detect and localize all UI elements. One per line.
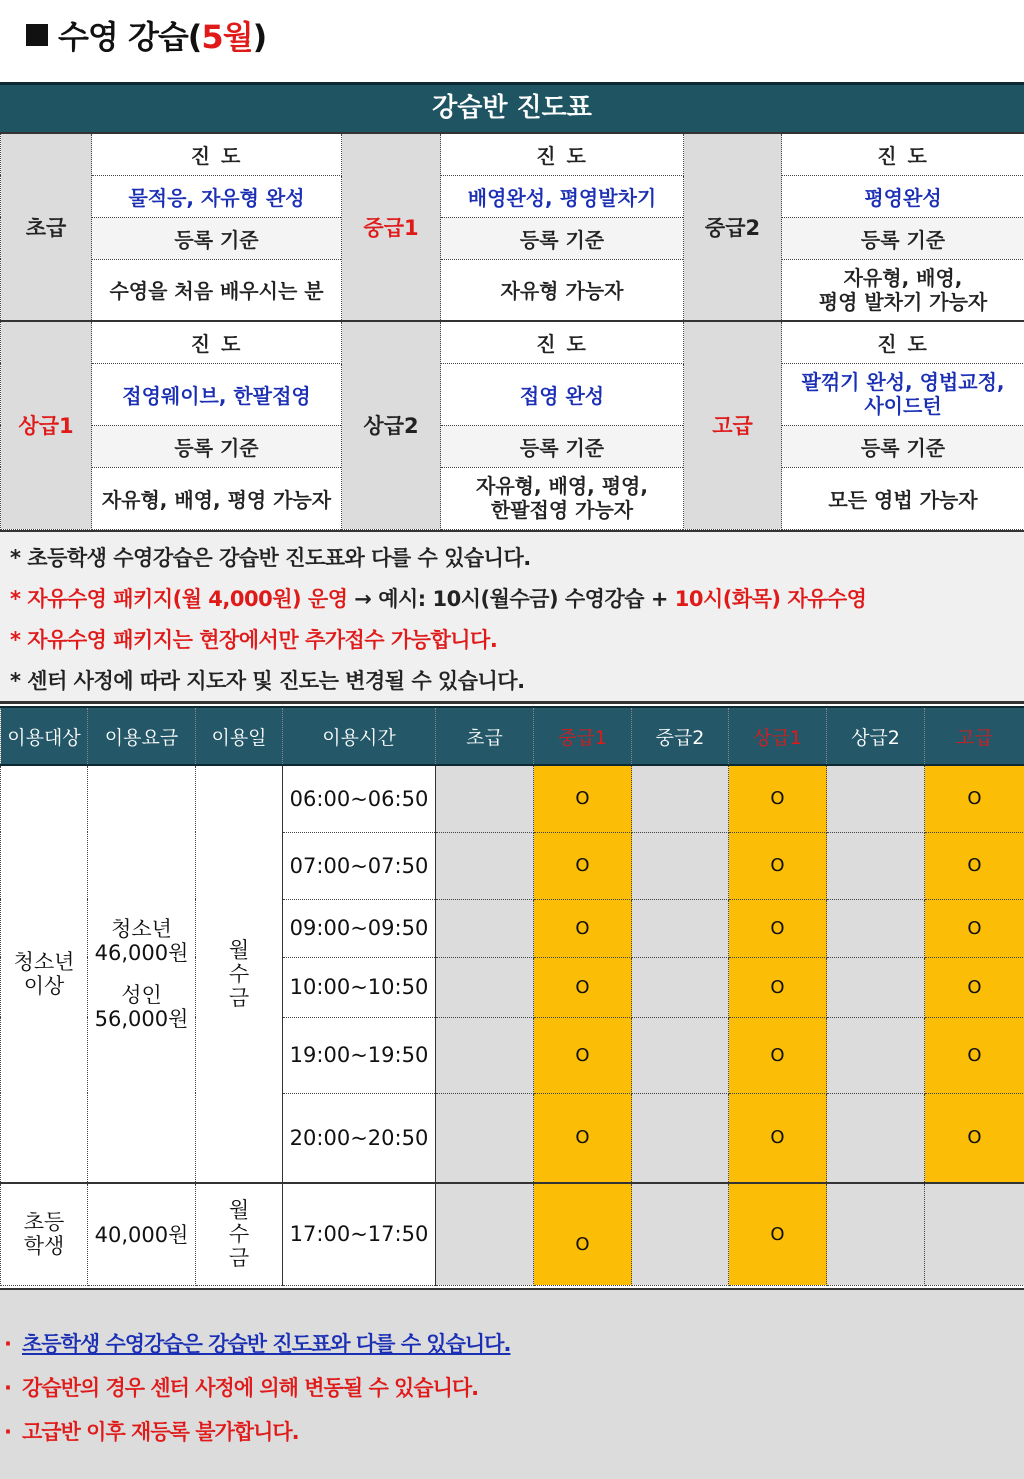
register-label: 등록 기준 — [92, 217, 342, 259]
progress-label: 진 도 — [441, 321, 684, 363]
criteria-value: 자유형, 배영, 평영 발차기 가능자 — [782, 259, 1024, 321]
cell-empty — [632, 1017, 729, 1093]
cell-empty — [827, 899, 925, 957]
cell-empty — [436, 899, 534, 957]
progress-banner: 강습반 진도표 — [0, 82, 1024, 132]
header-days: 이용일 — [196, 707, 283, 765]
level-intermediate1: 중급1 — [342, 133, 441, 321]
cell-empty — [632, 765, 729, 832]
title-prefix: 수영 강습( — [58, 18, 202, 56]
cell-empty — [632, 957, 729, 1017]
criteria-value: 자유형 가능자 — [441, 259, 684, 321]
bullet-dot-icon: · — [4, 1420, 11, 1444]
cell-available: O — [729, 832, 827, 899]
cell-available: O — [729, 765, 827, 832]
bullet-dot-icon: · — [4, 1376, 11, 1400]
title-month: 5월 — [201, 18, 253, 56]
cell-empty — [632, 899, 729, 957]
fee-adult-label: 성인 — [121, 983, 162, 1007]
title-suffix: ) — [252, 18, 267, 56]
register-label: 등록 기준 — [782, 425, 1024, 467]
progress-label: 진 도 — [92, 133, 342, 175]
time-slot: 17:00~17:50 — [283, 1183, 436, 1285]
header-advanced2: 상급2 — [827, 707, 925, 765]
register-label: 등록 기준 — [441, 425, 684, 467]
progress-value: 배영완성, 평영발차기 — [441, 175, 684, 217]
header-time: 이용시간 — [283, 707, 436, 765]
level-beginner: 초급 — [1, 133, 92, 321]
schedule-table — [0, 706, 1024, 1286]
note-line-reregister — [4, 1412, 1024, 1456]
cell-available: O — [925, 832, 1024, 899]
progress-table — [0, 132, 1024, 530]
progress-value: 접영 완성 — [441, 363, 684, 425]
progress-label: 진 도 — [92, 321, 342, 363]
target-kids: 초등 학생 — [1, 1183, 88, 1285]
cell-available: O — [925, 957, 1024, 1017]
level-expert: 고급 — [684, 321, 782, 529]
cell-empty — [436, 1093, 534, 1183]
bullet-dot-icon: · — [4, 1332, 11, 1356]
cell-available: O — [729, 899, 827, 957]
page-header — [0, 0, 1024, 82]
fee-youth-cell — [88, 765, 196, 1183]
cell-empty — [827, 765, 925, 832]
time-slot: 10:00~10:50 — [283, 957, 436, 1017]
cell-available: O — [534, 765, 632, 832]
progress-value: 물적응, 자유형 완성 — [92, 175, 342, 217]
cell-empty — [436, 765, 534, 832]
cell-empty — [632, 832, 729, 899]
fee-youth-label: 청소년 — [111, 917, 172, 941]
header-beginner: 초급 — [436, 707, 534, 765]
time-slot: 19:00~19:50 — [283, 1017, 436, 1093]
fee-adult: 56,000원 — [94, 1007, 189, 1031]
note-reregister: 고급반 이후 재등록 불가합니다. — [22, 1420, 299, 1444]
progress-label: 진 도 — [441, 133, 684, 175]
cell-available: O — [729, 1183, 827, 1285]
days-kids: 월 수 금 — [196, 1183, 283, 1285]
cell-empty — [925, 1183, 1024, 1285]
note-line-change — [4, 1368, 1024, 1412]
note-kids-link[interactable]: 초등학생 수영강습은 강습반 진도표와 다를 수 있습니다. — [22, 1332, 511, 1356]
fee-kids: 40,000원 — [88, 1183, 196, 1285]
note-package: * 자유수영 패키지(월 4,000원) 운영 — [10, 587, 348, 611]
progress-table-section — [0, 82, 1024, 530]
criteria-value: 수영을 처음 배우시는 분 — [92, 259, 342, 321]
header-advanced1: 상급1 — [729, 707, 827, 765]
time-slot: 06:00~06:50 — [283, 765, 436, 832]
note-line-kids — [4, 1324, 1024, 1368]
criteria-value: 자유형, 배영, 평영 가능자 — [92, 467, 342, 529]
cell-available: O — [534, 899, 632, 957]
cell-available: O — [534, 1017, 632, 1093]
cell-empty — [827, 1093, 925, 1183]
cell-empty — [827, 1183, 925, 1285]
note-example: → 예시: 10시(월수금) 수영강습 + — [347, 587, 675, 611]
note-line-package — [10, 579, 1024, 620]
cell-empty — [632, 1093, 729, 1183]
header-fee: 이용요금 — [88, 707, 196, 765]
target-youth: 청소년 이상 — [1, 765, 88, 1183]
schedule-table-section — [0, 706, 1024, 1286]
square-bullet-icon — [26, 24, 48, 46]
progress-label: 진 도 — [782, 321, 1024, 363]
level-intermediate2: 중급2 — [684, 133, 782, 321]
cell-available: O — [729, 1093, 827, 1183]
note-line: * 센터 사정에 따라 지도자 및 진도는 변경될 수 있습니다. — [10, 669, 525, 693]
criteria-value: 자유형, 배영, 평영, 한팔접영 가능자 — [441, 467, 684, 529]
fee-youth: 46,000원 — [94, 941, 189, 965]
cell-available: O — [925, 1017, 1024, 1093]
cell-available: O — [925, 765, 1024, 832]
cell-available: O — [534, 1093, 632, 1183]
note-line: * 자유수영 패키지는 현장에서만 추가접수 가능합니다. — [10, 628, 498, 652]
cell-empty — [827, 1017, 925, 1093]
cell-empty — [436, 1183, 534, 1285]
note-change: 강습반의 경우 센터 사정에 의해 변동될 수 있습니다. — [22, 1376, 479, 1400]
header-intermediate2: 중급2 — [632, 707, 729, 765]
time-slot: 07:00~07:50 — [283, 832, 436, 899]
cell-empty — [827, 957, 925, 1017]
cell-empty — [632, 1183, 729, 1285]
cell-available: O — [925, 899, 1024, 957]
progress-value: 평영완성 — [782, 175, 1024, 217]
note-line: * 초등학생 수영강습은 강습반 진도표와 다를 수 있습니다. — [10, 546, 531, 570]
register-label: 등록 기준 — [92, 425, 342, 467]
notes-top — [0, 530, 1024, 704]
cell-available: O — [534, 832, 632, 899]
cell-empty — [436, 1017, 534, 1093]
days-youth: 월 수 금 — [196, 765, 283, 1183]
header-expert: 고급 — [925, 707, 1024, 765]
progress-value: 접영웨이브, 한팔접영 — [92, 363, 342, 425]
header-intermediate1: 중급1 — [534, 707, 632, 765]
register-label: 등록 기준 — [441, 217, 684, 259]
page-title — [26, 12, 266, 58]
cell-empty — [436, 957, 534, 1017]
time-slot: 20:00~20:50 — [283, 1093, 436, 1183]
progress-label: 진 도 — [782, 133, 1024, 175]
cell-empty — [436, 832, 534, 899]
level-advanced1: 상급1 — [1, 321, 92, 529]
time-slot: 09:00~09:50 — [283, 899, 436, 957]
criteria-value: 모든 영법 가능자 — [782, 467, 1024, 529]
cell-available: O — [729, 957, 827, 1017]
cell-available: O — [729, 1017, 827, 1093]
register-label: 등록 기준 — [782, 217, 1024, 259]
note-free-swim: 10시(화목) 자유수영 — [674, 587, 867, 611]
cell-available: O — [534, 957, 632, 1017]
notes-bottom — [0, 1288, 1024, 1479]
level-advanced2: 상급2 — [342, 321, 441, 529]
progress-value: 팔꺾기 완성, 영법교정, 사이드턴 — [782, 363, 1024, 425]
header-target: 이용대상 — [1, 707, 88, 765]
cell-available: O — [534, 1183, 632, 1285]
cell-available: O — [925, 1093, 1024, 1183]
cell-empty — [827, 832, 925, 899]
